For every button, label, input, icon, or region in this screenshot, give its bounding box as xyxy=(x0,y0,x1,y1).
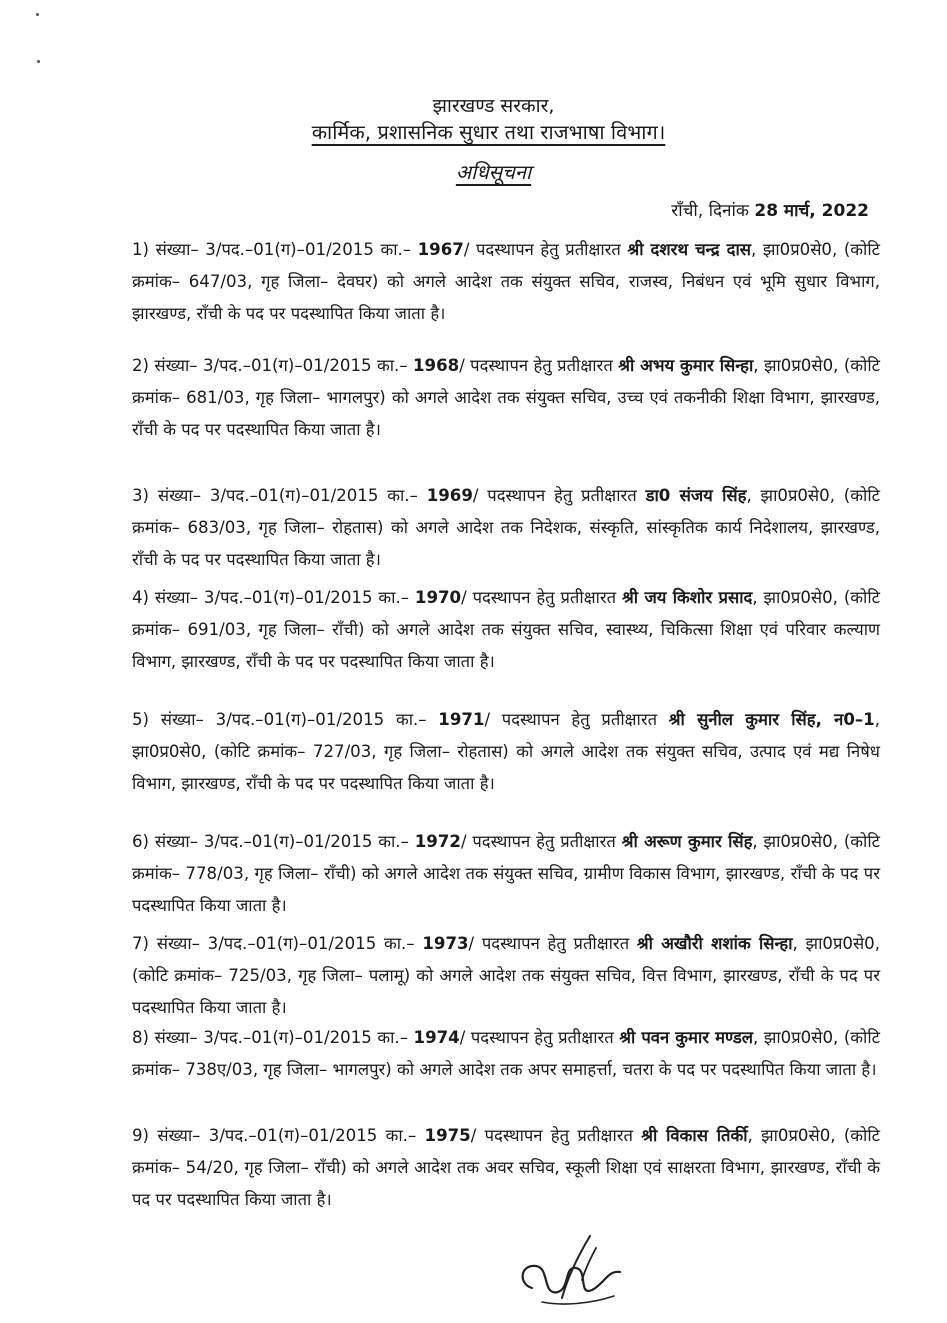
order-paragraph-3 xyxy=(132,480,880,576)
order-number: 1970 xyxy=(414,588,462,607)
order-ref: 1) संख्या– 3/पद.–01(ग)–01/2015 का.– xyxy=(132,240,418,259)
order-number: 1973 xyxy=(422,934,469,953)
date-line xyxy=(671,198,869,221)
order-paragraph-5 xyxy=(132,704,880,800)
order-text: / पदस्थापन हेतु प्रतीक्षारत xyxy=(463,240,628,259)
order-ref: 2) संख्या– 3/पद.–01(ग)–01/2015 का.– xyxy=(132,356,413,375)
officer-name: श्री अरूण कुमार सिंह xyxy=(621,832,753,851)
order-text: , झा0प्र0से0, (कोटि क्रमांक– 54/20, गृह जिला– राँची) को अगले आदेश तक अवर सचिव, स्कूली शिक्षा एवं साक्षरता विभाग, झारखण्ड, राँची के पद पर पदस्थापित किया जाता है। xyxy=(132,1126,880,1209)
order-ref: 6) संख्या– 3/पद.–01(ग)–01/2015 का.– xyxy=(132,832,415,851)
order-ref: 5) संख्या– 3/पद.–01(ग)–01/2015 का.– xyxy=(132,710,439,729)
order-ref: 9) संख्या– 3/पद.–01(ग)–01/2015 का.– xyxy=(132,1126,425,1145)
date-value: 28 मार्च, 2022 xyxy=(754,201,869,221)
order-text: / पदस्थापन हेतु प्रतीक्षारत xyxy=(459,356,619,375)
officer-name: श्री सुनील कुमार सिंह, न0–1 xyxy=(668,710,875,729)
order-text: / पदस्थापन हेतु प्रतीक्षारत xyxy=(468,934,637,953)
order-text: , झा0प्र0से0, (कोटि क्रमांक– 647/03, गृह जिला– देवघर) को अगले आदेश तक संयुक्त सचिव, राजस्व, निबंधन एवं भूमि सुधार विभाग, झारखण्ड, राँची के पद पर पदस्थापित किया जाता है। xyxy=(132,240,881,323)
order-paragraph-1 xyxy=(132,234,880,330)
order-number: 1967 xyxy=(417,240,464,259)
order-paragraph-2 xyxy=(132,350,880,446)
order-text: / पदस्थापन हेतु प्रतीक्षारत xyxy=(484,710,669,729)
order-paragraph-7 xyxy=(132,928,880,1024)
order-paragraph-6 xyxy=(132,826,880,922)
officer-name: डा0 संजय सिंह xyxy=(645,486,747,505)
officer-name: श्री विकास तिर्की xyxy=(641,1126,748,1145)
officer-name: श्री अभय कुमार सिन्हा xyxy=(618,356,754,375)
order-text: / पदस्थापन हेतु प्रतीक्षारत xyxy=(472,486,646,505)
order-paragraph-4 xyxy=(132,582,880,678)
order-text: , झा0प्र0से0, (कोटि क्रमांक– 683/03, गृह जिला– रोहतास) को अगले आदेश तक निदेशक, संस्कृति, सांस्कृतिक कार्य निदेशालय, झारखण्ड, राँची के पद पर पदस्थापित किया जाता है। xyxy=(132,486,880,569)
government-heading: झारखण्ड सरकार, xyxy=(432,95,555,117)
notice-title: अधिसूचना xyxy=(455,160,532,184)
order-number: 1971 xyxy=(438,710,485,729)
department-heading: कार्मिक, प्रशासनिक सुधार तथा राजभाषा विभाग। xyxy=(311,120,666,144)
scan-speck xyxy=(37,60,40,63)
order-text: / पदस्थापन हेतु प्रतीक्षारत xyxy=(460,832,622,851)
order-number: 1974 xyxy=(413,1028,460,1047)
order-ref: 4) संख्या– 3/पद.–01(ग)–01/2015 का.– xyxy=(132,588,415,607)
order-ref: 8) संख्या– 3/पद.–01(ग)–01/2015 का.– xyxy=(132,1028,414,1047)
order-text: , झा0प्र0से0, (कोटि क्रमांक– 738ए/03, गृह जिला– भागलपुर) को अगले आदेश तक अपर समाहर्त्ता, चतरा के पद पर पदस्थापित किया जाता है। xyxy=(132,1028,880,1079)
order-ref: 3) संख्या– 3/पद.–01(ग)–01/2015 का.– xyxy=(132,486,427,505)
date-place: राँची, दिनांक xyxy=(671,201,749,221)
officer-name: श्री दशरथ चन्द्र दास xyxy=(627,240,751,259)
officer-name: श्री जय किशोर प्रसाद xyxy=(622,588,753,607)
order-text: , झा0प्र0से0, (कोटि क्रमांक– 725/03, गृह जिला– पलामू) को अगले आदेश तक संयुक्त सचिव, वित्त विभाग, झारखण्ड, राँची के पद पर पदस्थापित किया जाता है। xyxy=(132,934,880,1017)
order-text: , झा0प्र0से0, (कोटि क्रमांक– 681/03, गृह जिला– भागलपुर) को अगले आदेश तक संयुक्त सचिव, उच्च एवं तकनीकी शिक्षा विभाग, झारखण्ड, राँची के पद पर पदस्थापित किया जाता है। xyxy=(132,356,880,439)
signature-mark xyxy=(512,1226,632,1316)
order-ref: 7) संख्या– 3/पद.–01(ग)–01/2015 का.– xyxy=(132,934,423,953)
order-number: 1972 xyxy=(414,832,461,851)
order-paragraph-9 xyxy=(132,1120,880,1216)
order-text: / पदस्थापन हेतु प्रतीक्षारत xyxy=(459,1028,620,1047)
order-number: 1969 xyxy=(426,486,473,505)
order-number: 1975 xyxy=(424,1126,471,1145)
order-text: , झा0प्र0से0, (कोटि क्रमांक– 778/03, गृह जिला– राँची) को अगले आदेश तक संयुक्त सचिव, ग्रामीण विकास विभाग, झारखण्ड, राँची के पद पर पदस्थापित किया जाता है। xyxy=(132,832,881,915)
order-paragraph-8 xyxy=(132,1022,880,1086)
order-text: , झा0प्र0से0, (कोटि क्रमांक– 727/03, गृह जिला– रोहतास) को अगले आदेश तक संयुक्त सचिव, उत्पाद एवं मद्य निषेध विभाग, झारखण्ड, राँची के पद पर पदस्थापित किया जाता है। xyxy=(132,710,880,793)
order-text: / पदस्थापन हेतु प्रतीक्षारत xyxy=(470,1126,642,1145)
officer-name: श्री पवन कुमार मण्डल xyxy=(619,1028,754,1047)
scan-speck xyxy=(36,13,39,16)
officer-name: श्री अखौरी शशांक सिन्हा xyxy=(636,934,793,953)
order-text: , झा0प्र0से0, (कोटि क्रमांक– 691/03, गृह जिला– राँची) को अगले आदेश तक संयुक्त सचिव, स्वास्थ्य, चिकित्सा शिक्षा एवं परिवार कल्याण विभाग, झारखण्ड, राँची के पद पर पदस्थापित किया जाता है। xyxy=(132,588,880,671)
order-number: 1968 xyxy=(413,356,460,375)
order-text: / पदस्थापन हेतु प्रतीक्षारत xyxy=(461,588,623,607)
